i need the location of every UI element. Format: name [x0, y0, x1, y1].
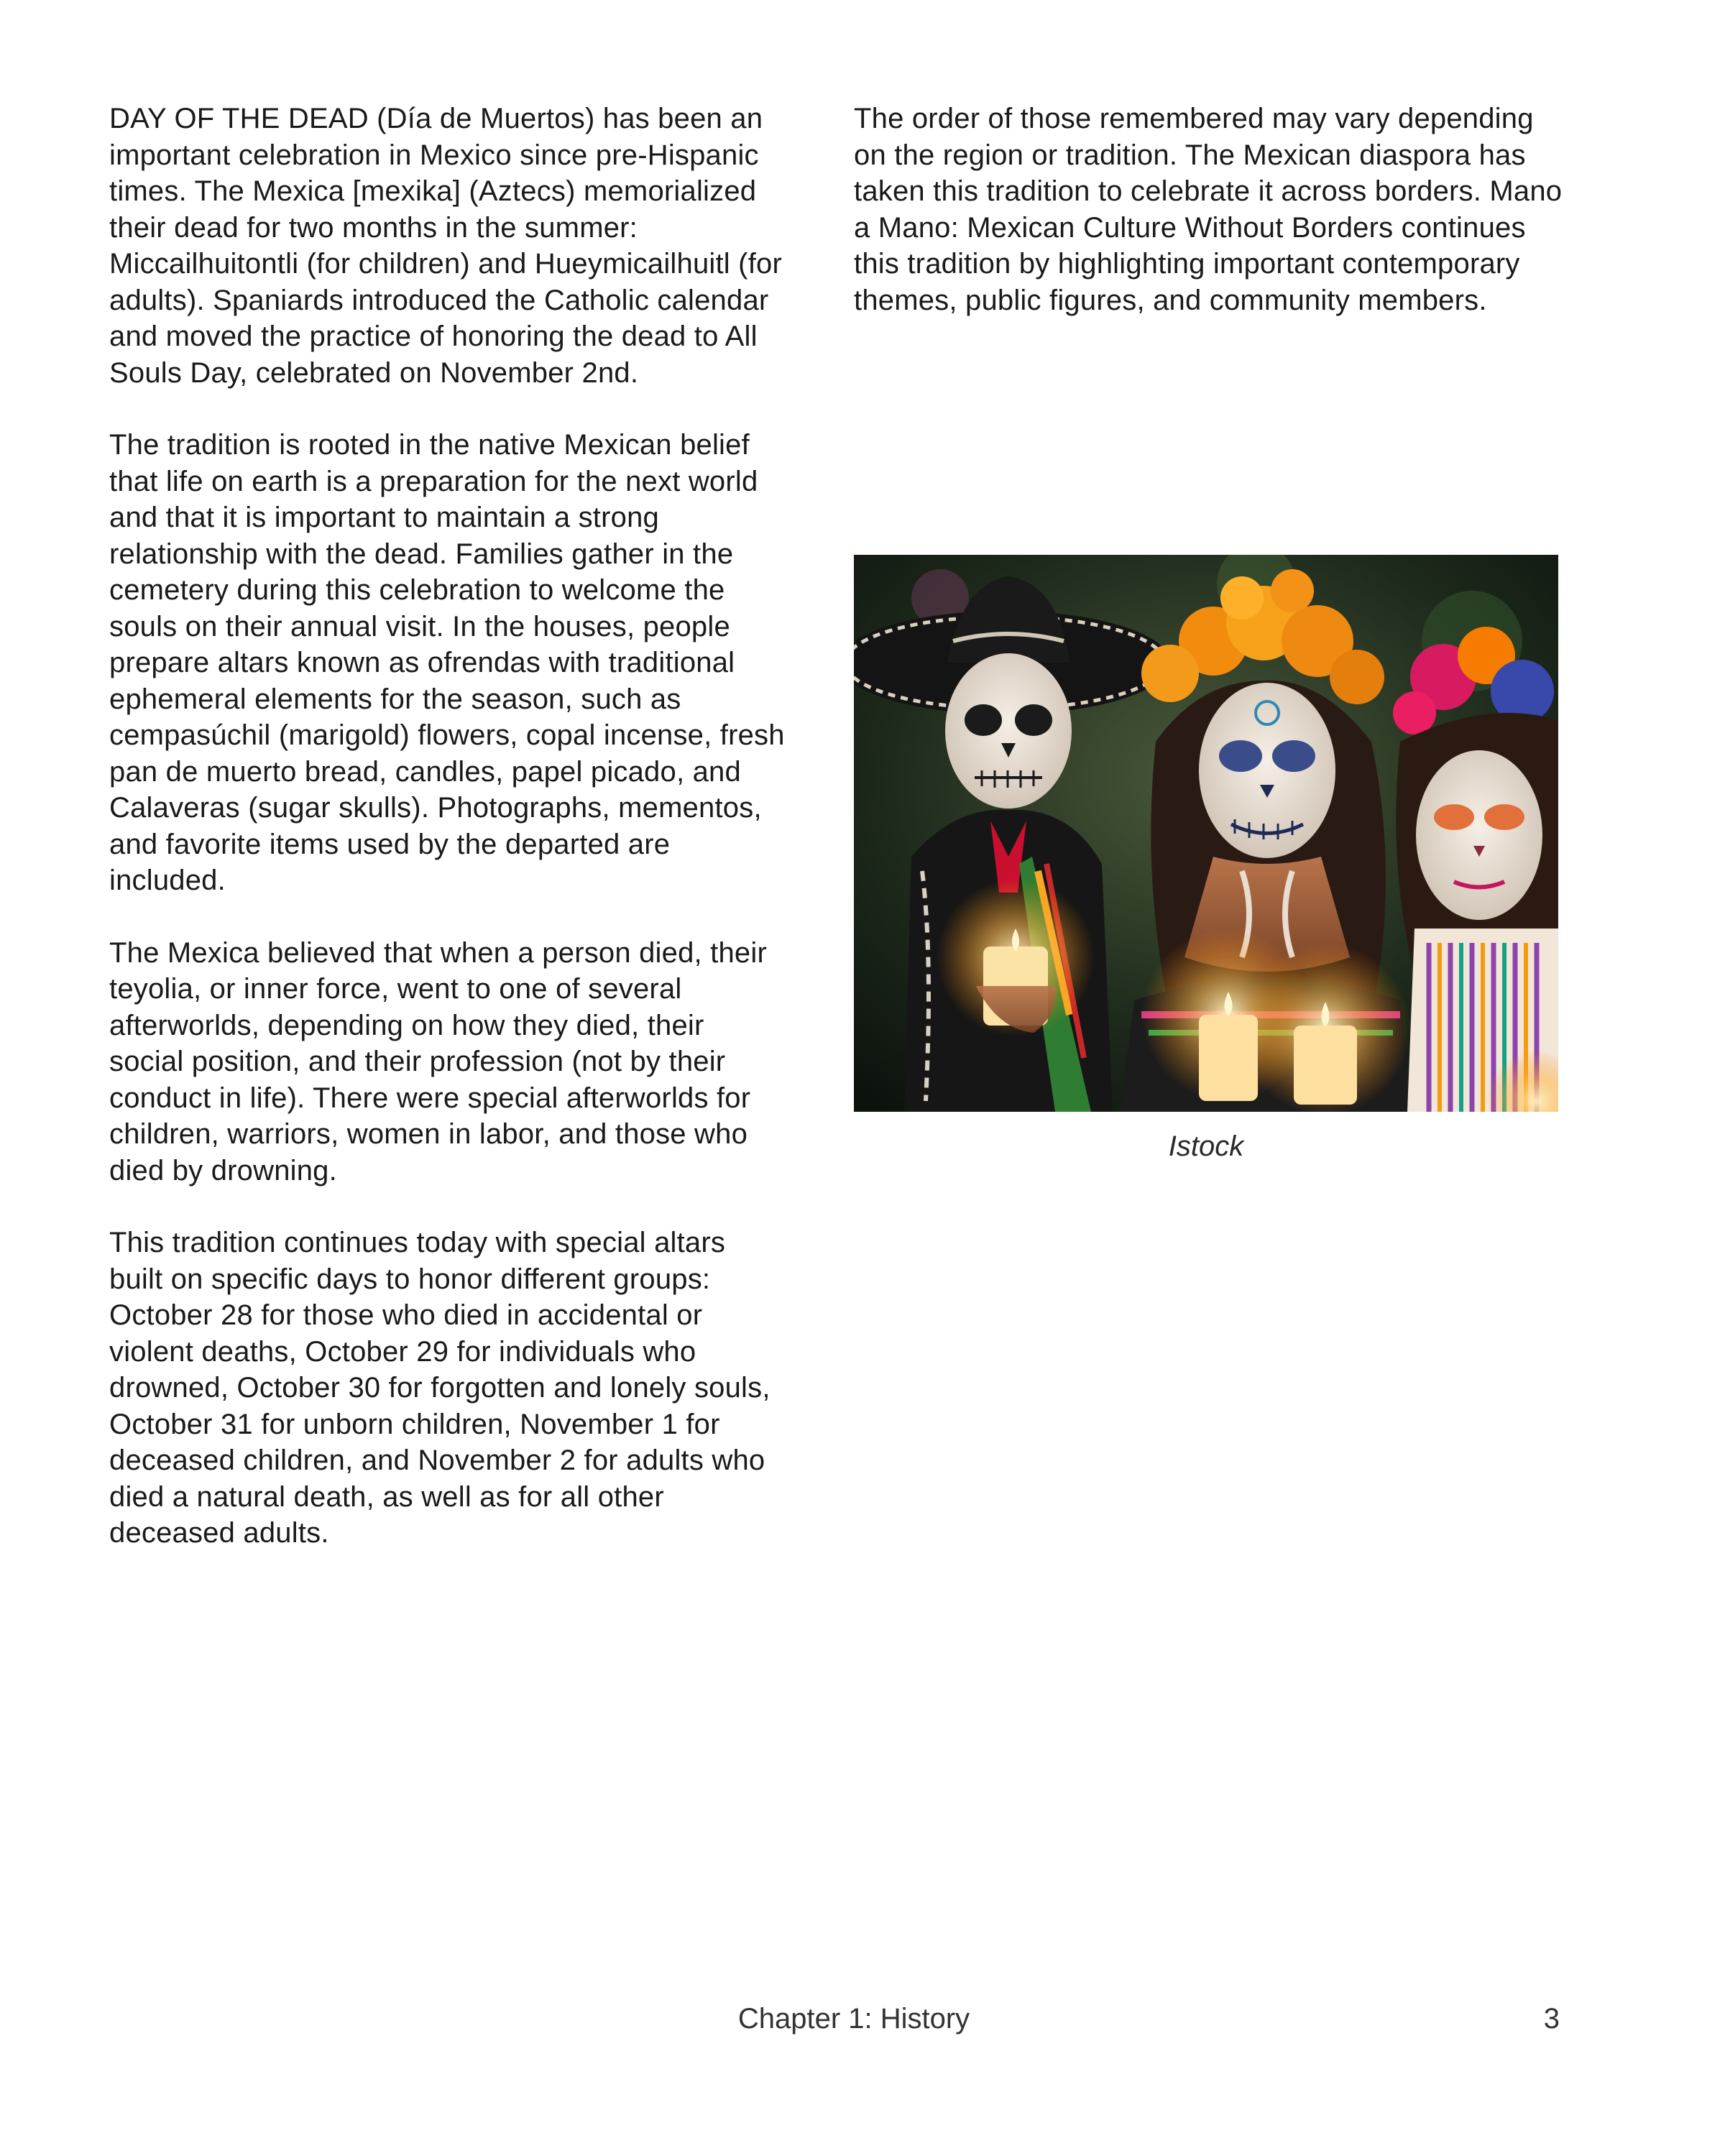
- afterworlds-paragraph: The Mexica believed that when a person died, their teyolia, or inner force, went to one of several afterworlds, depending on how they died, their social position, and their profession (not by their conduct in life). There were special afterworlds for children, warriors, women in labor, and those who died by drowning.: [109, 936, 767, 1187]
- tradition-paragraph: The tradition is rooted in the native Mexican belief that life on earth is a preparation for the next world and that it is important to maintain a strong relationship with the dead. Families gather in the cemetery during this celebration to welcome the souls on their annual visit. In the houses, people prepare altars known as ofrendas with traditional ephemeral elements for the season, such as cempasúchil (marigold) flowers, copal incense, fresh pan de muerto bread, candles, papel picado, and Calaveras (sugar skulls). Photographs, mementos, and favorite items used by the departed are included.: [109, 429, 785, 896]
- footer-page-number: 3: [1543, 2003, 1560, 2035]
- intro-paragraph: DAY OF THE DEAD (Día de Muertos) has been an important celebration in Mexico since pre-Hispanic times. The Mexica [mexika] (Aztecs) memorialized their dead for two months in the summer: Miccailhuitontli (for children) and Hueymicailhuitl (for adults). Spaniards introduced the Catholic calendar and moved the practice of honoring the dead to All Souls Day, celebrated on November 2nd.: [109, 103, 782, 389]
- photo-figure: [854, 555, 1558, 1164]
- footer-chapter-title: Chapter 1: History: [737, 2003, 970, 2035]
- day-of-the-dead-photo: [854, 555, 1558, 1112]
- diaspora-paragraph: The order of those remembered may vary depending on the region or tradition. The Mexican diaspora has taken this tradition to celebrate it across borders. Mano a Mano: Mexican Culture Without Borders continues this tradition by highlighting important contemporary themes, public figures, and community members.: [854, 103, 1563, 316]
- altar-days-paragraph: This tradition continues today with special altars built on specific days to honor different groups: October 28 for those who died in accidental or violent deaths, October 29 for individuals who drowned, October 30 for forgotten and lonely souls, October 31 for unborn children, November 1 for deceased children, and November 2 for adults who died a natural death, as well as for all other deceased adults.: [109, 1227, 770, 1549]
- right-text-column: [854, 101, 1573, 354]
- photo-caption: Istock: [1168, 1130, 1244, 1162]
- left-text-column: [109, 101, 785, 1588]
